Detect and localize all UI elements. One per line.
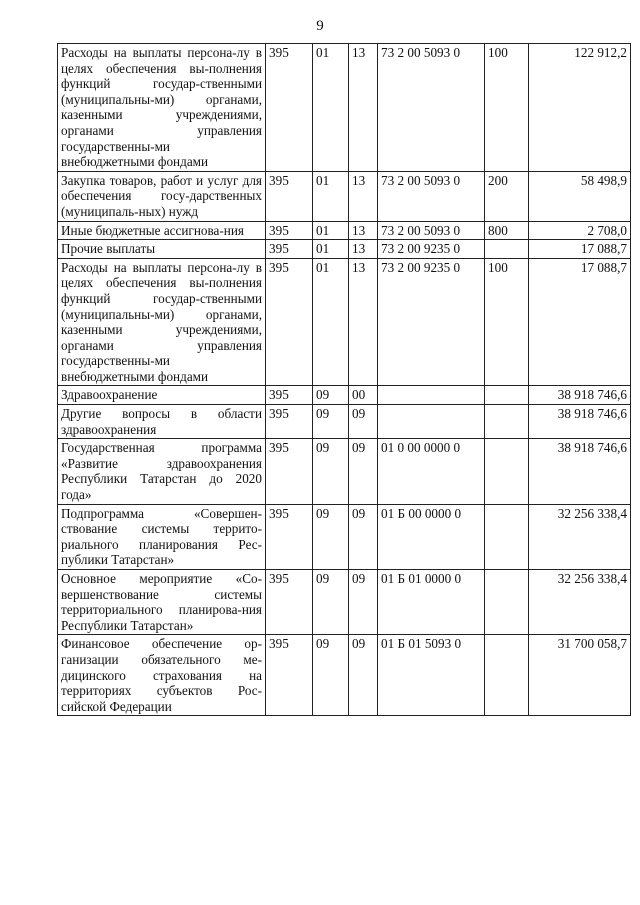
subsection-code-cell: 09	[349, 635, 378, 716]
ministry-code-cell: 395	[266, 258, 313, 386]
amount-cell: 32 256 338,4	[529, 504, 631, 569]
target-article-cell: 01 Б 00 0000 0	[378, 504, 485, 569]
expense-name-cell: Прочие выплаты	[58, 240, 266, 259]
expense-type-cell	[485, 240, 529, 259]
ministry-code-cell: 395	[266, 439, 313, 504]
ministry-code-cell: 395	[266, 240, 313, 259]
table-row	[58, 240, 631, 259]
subsection-code-cell: 00	[349, 386, 378, 405]
amount-cell: 32 256 338,4	[529, 570, 631, 635]
subsection-code-cell: 09	[349, 504, 378, 569]
ministry-code-cell: 395	[266, 504, 313, 569]
table-row	[58, 44, 631, 172]
expense-type-cell: 800	[485, 221, 529, 240]
table-row	[58, 570, 631, 635]
ministry-code-cell: 395	[266, 44, 313, 172]
subsection-code-cell: 13	[349, 171, 378, 221]
subsection-code-cell: 09	[349, 439, 378, 504]
table-row	[58, 386, 631, 405]
page-number: 9	[316, 18, 324, 34]
expense-name-cell: Здравоохранение	[58, 386, 266, 405]
amount-cell: 38 918 746,6	[529, 405, 631, 439]
amount-cell: 17 088,7	[529, 240, 631, 259]
subsection-code-cell: 09	[349, 405, 378, 439]
target-article-cell	[378, 386, 485, 405]
section-code-cell: 09	[313, 635, 349, 716]
table-row	[58, 439, 631, 504]
expense-name-cell: Иные бюджетные ассигнова-ния	[58, 221, 266, 240]
amount-cell: 122 912,2	[529, 44, 631, 172]
section-code-cell: 09	[313, 504, 349, 569]
ministry-code-cell: 395	[266, 405, 313, 439]
expense-name-cell: Государственная программа «Развитие здравоохранения Республики Татарстан до 2020 года»	[58, 439, 266, 504]
section-code-cell: 01	[313, 44, 349, 172]
section-code-cell: 01	[313, 221, 349, 240]
expense-name-cell: Финансовое обеспечение ор-ганизации обязательного ме-дицинского страхования на территориях субъектов Рос-сийской Федерации	[58, 635, 266, 716]
expense-type-cell	[485, 635, 529, 716]
expense-name-cell: Закупка товаров, работ и услуг для обеспечения госу-дарственных (муниципаль-ных) нужд	[58, 171, 266, 221]
subsection-code-cell: 13	[349, 240, 378, 259]
section-code-cell: 01	[313, 258, 349, 386]
section-code-cell: 09	[313, 570, 349, 635]
expense-name-cell: Подпрограмма «Совершен-ствование системы террито-риального планирования Рес-публики Татарстан»	[58, 504, 266, 569]
table-row	[58, 258, 631, 386]
budget-table	[57, 43, 631, 716]
table-row	[58, 504, 631, 569]
expense-type-cell: 100	[485, 258, 529, 386]
section-code-cell: 01	[313, 240, 349, 259]
table-row	[58, 171, 631, 221]
ministry-code-cell: 395	[266, 221, 313, 240]
subsection-code-cell: 13	[349, 221, 378, 240]
amount-cell: 31 700 058,7	[529, 635, 631, 716]
amount-cell: 38 918 746,6	[529, 386, 631, 405]
expense-name-cell: Другие вопросы в области здравоохранения	[58, 405, 266, 439]
target-article-cell: 73 2 00 5093 0	[378, 171, 485, 221]
expense-type-cell	[485, 504, 529, 569]
expense-name-cell: Расходы на выплаты персона-лу в целях обеспечения вы-полнения функций государ-ственными (муниципальны-ми) органами, казенными учреждениями, органами управления государственны-ми внебюджетными фондами	[58, 44, 266, 172]
target-article-cell: 73 2 00 9235 0	[378, 258, 485, 386]
subsection-code-cell: 13	[349, 258, 378, 386]
table-row	[58, 221, 631, 240]
target-article-cell: 73 2 00 9235 0	[378, 240, 485, 259]
table-row	[58, 635, 631, 716]
amount-cell: 2 708,0	[529, 221, 631, 240]
section-code-cell: 01	[313, 171, 349, 221]
section-code-cell: 09	[313, 386, 349, 405]
target-article-cell: 01 Б 01 5093 0	[378, 635, 485, 716]
section-code-cell: 09	[313, 439, 349, 504]
target-article-cell	[378, 405, 485, 439]
expense-name-cell: Основное мероприятие «Со-вершенствование системы территориального планирова-ния Республики Татарстан»	[58, 570, 266, 635]
ministry-code-cell: 395	[266, 171, 313, 221]
section-code-cell: 09	[313, 405, 349, 439]
expense-type-cell	[485, 405, 529, 439]
ministry-code-cell: 395	[266, 570, 313, 635]
target-article-cell: 73 2 00 5093 0	[378, 44, 485, 172]
expense-type-cell	[485, 570, 529, 635]
table-row	[58, 405, 631, 439]
subsection-code-cell: 13	[349, 44, 378, 172]
target-article-cell: 73 2 00 5093 0	[378, 221, 485, 240]
expense-type-cell: 100	[485, 44, 529, 172]
amount-cell: 58 498,9	[529, 171, 631, 221]
amount-cell: 17 088,7	[529, 258, 631, 386]
amount-cell: 38 918 746,6	[529, 439, 631, 504]
expense-type-cell: 200	[485, 171, 529, 221]
expense-type-cell	[485, 386, 529, 405]
target-article-cell: 01 0 00 0000 0	[378, 439, 485, 504]
subsection-code-cell: 09	[349, 570, 378, 635]
expense-type-cell	[485, 439, 529, 504]
expense-name-cell: Расходы на выплаты персона-лу в целях обеспечения вы-полнения функций государ-ственными (муниципальны-ми) органами, казенными учреждениями, органами управления государственны-ми внебюджетными фондами	[58, 258, 266, 386]
ministry-code-cell: 395	[266, 635, 313, 716]
ministry-code-cell: 395	[266, 386, 313, 405]
target-article-cell: 01 Б 01 0000 0	[378, 570, 485, 635]
